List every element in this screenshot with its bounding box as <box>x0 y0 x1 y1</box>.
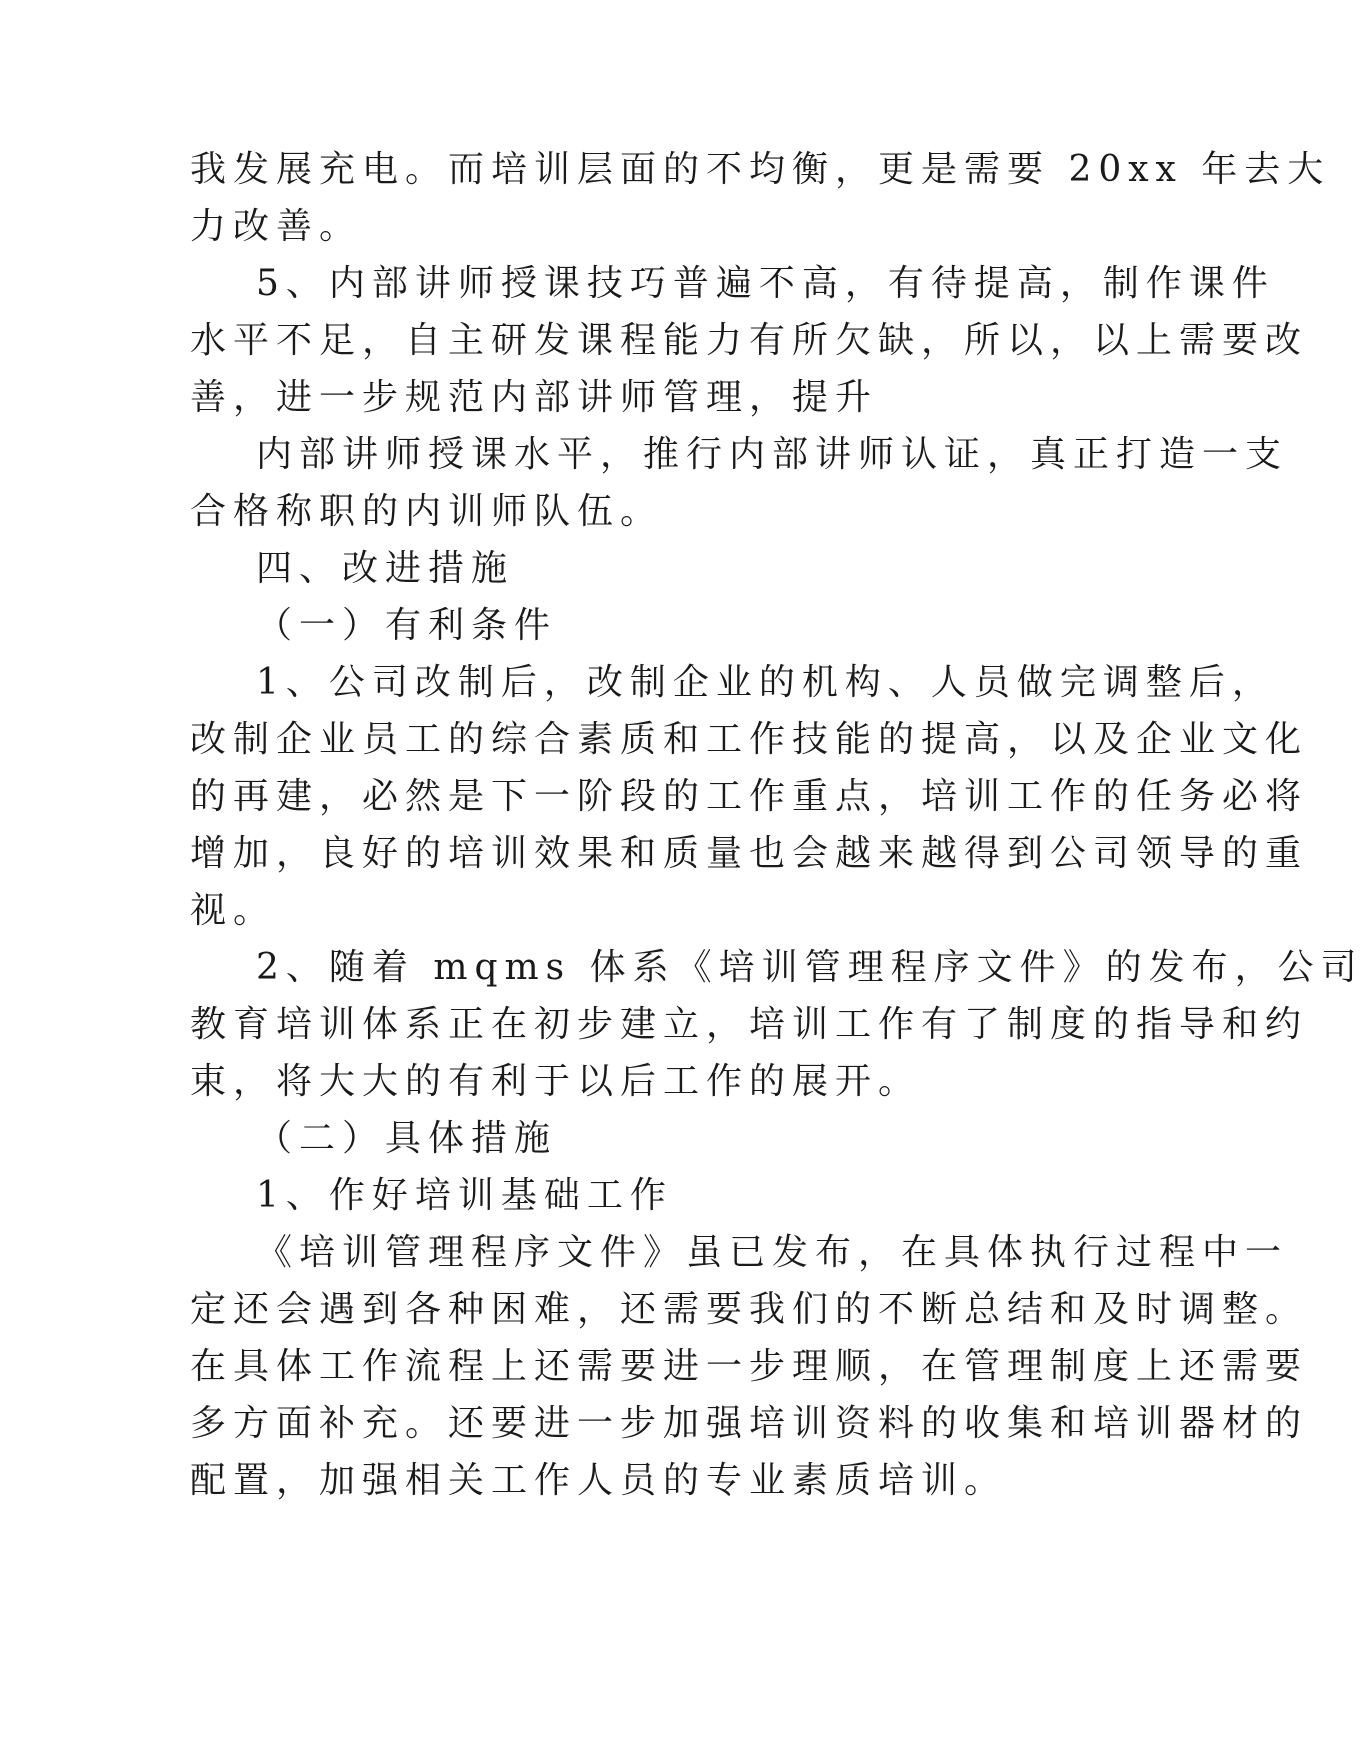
subsection-heading-2: （二）具体措施 <box>256 1118 558 1159</box>
text-line-17: 束，将大大的有利于以后工作的展开。 <box>190 1061 922 1102</box>
text-line-20: 《培训管理程序文件》虽已发布，在具体执行过程中一 <box>256 1232 1289 1273</box>
item-heading: 1、作好培训基础工作 <box>256 1175 673 1216</box>
text-line-16: 教育培训体系正在初步建立，培训工作有了制度的指导和约 <box>190 1004 1309 1045</box>
text-line-7: 合格称职的内训师队伍。 <box>190 491 664 532</box>
text-line-21: 定还会遇到各种困难，还需要我们的不断总结和及时调整。 <box>190 1289 1309 1330</box>
text-line-24: 配置，加强相关工作人员的专业素质培训。 <box>190 1460 1008 1501</box>
text-line-1: 我发展充电。而培训层面的不均衡，更是需要 20xx 年去大 <box>190 149 1331 190</box>
section-heading: 四、改进措施 <box>256 548 515 589</box>
text-line-15: 2、随着 mqms 体系《培训管理程序文件》的发布，公司 <box>256 947 1364 988</box>
text-line-22: 在具体工作流程上还需要进一步理顺，在管理制度上还需要 <box>190 1346 1309 1387</box>
text-line-14: 视。 <box>190 890 277 931</box>
text-line-13: 增加，良好的培训效果和质量也会越来越得到公司领导的重 <box>190 833 1309 874</box>
text-line-5: 善，进一步规范内部讲师管理，提升 <box>190 377 879 418</box>
text-line-12: 的再建，必然是下一阶段的工作重点，培训工作的任务必将 <box>190 776 1309 817</box>
text-line-3: 5、内部讲师授课技巧普遍不高，有待提高，制作课件 <box>256 263 1275 304</box>
subsection-heading-1: （一）有利条件 <box>256 605 558 646</box>
text-line-6: 内部讲师授课水平，推行内部讲师认证，真正打造一支 <box>256 434 1289 475</box>
text-line-4: 水平不足，自主研发课程能力有所欠缺，所以，以上需要改 <box>190 320 1309 361</box>
text-line-23: 多方面补充。还要进一步加强培训资料的收集和培训器材的 <box>190 1403 1309 1444</box>
text-line-10: 1、公司改制后，改制企业的机构、人员做完调整后， <box>256 662 1275 703</box>
text-line-11: 改制企业员工的综合素质和工作技能的提高，以及企业文化 <box>190 719 1309 760</box>
text-line-2: 力改善。 <box>190 206 363 247</box>
